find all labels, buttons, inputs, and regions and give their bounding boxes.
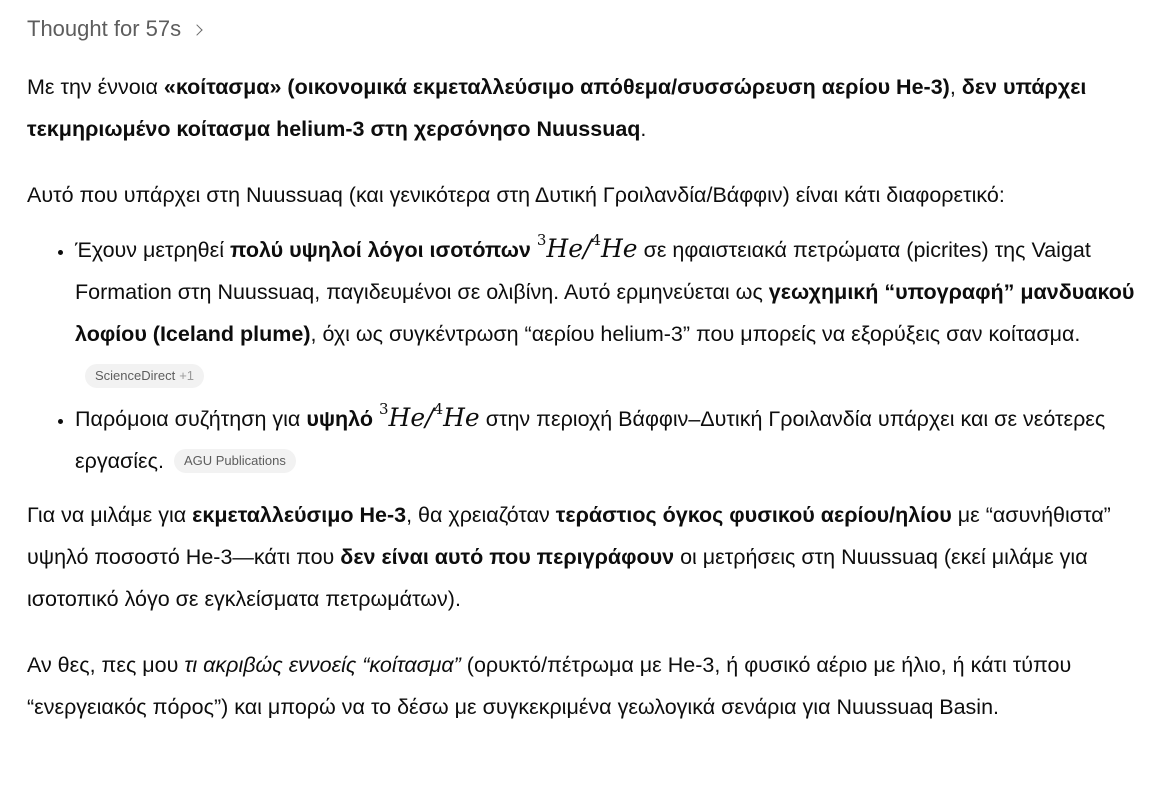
bold-text: τεράστιος όγκος φυσικού αερίου/ηλίου bbox=[555, 503, 952, 527]
superscript: 3 bbox=[379, 400, 389, 418]
text: σε ηφαιστειακά πετρώματα (picrites) της Vaigat Formation στη Nuussuaq, παγιδευμένοι σε ολιβίνη. Αυτό ερμηνεύεται ως bbox=[75, 238, 1091, 304]
text: (ορυκτό/πέτρωμα με He-3, ή φυσικό αέριο με ήλιο, ή κάτι τύπου “ενεργειακός πόρος”) και μπορώ να το δέσω με συγκεκριμένα γεωλογικά σενάρια για Nuussuaq Basin. bbox=[27, 653, 1072, 719]
text: με “ασυνήθιστα” υψηλό ποσοστό He-3—κάτι που bbox=[27, 503, 1111, 569]
chip-label: AGU Publications bbox=[183, 453, 286, 468]
math-text: He bbox=[443, 403, 480, 432]
bullet-list bbox=[27, 228, 1167, 482]
text: Παρόμοια συζήτηση για bbox=[75, 407, 307, 431]
text: . bbox=[640, 117, 647, 141]
math-text: He/ bbox=[546, 234, 592, 263]
paragraph-context: Αυτό που υπάρχει στη Nuussuaq (και γενικότερα στη Δυτική Γροιλανδία/Βάφφιν) είναι κάτι διαφορετικό: bbox=[27, 183, 1005, 207]
chip-more-count: +1 bbox=[179, 368, 195, 383]
bold-text: υψηλό bbox=[306, 407, 374, 431]
paragraph-intro bbox=[27, 66, 1167, 150]
bold-text: γεωχημική “υπογραφή” μανδυακού λοφίου (Iceland plume) bbox=[75, 280, 1135, 346]
bold-text: εκμεταλλεύσιμο He-3 bbox=[192, 503, 407, 527]
source-chip-agu[interactable] bbox=[174, 449, 296, 473]
text: στην περιοχή Βάφφιν–Δυτική Γροιλανδία υπάρχει και σε νεότερες εργασίες. bbox=[75, 407, 1106, 473]
text: Για να μιλάμε για bbox=[27, 503, 193, 527]
text: Αν θες, πες μου bbox=[27, 653, 185, 677]
list-item bbox=[75, 397, 1167, 482]
italic-text: τι ακριβώς εννοείς “κοίτασμα” bbox=[184, 653, 461, 677]
text: , θα χρειαζόταν bbox=[406, 503, 556, 527]
isotope-ratio-math bbox=[379, 400, 480, 432]
text: Με την έννοια bbox=[27, 75, 164, 99]
chevron-right-icon bbox=[191, 24, 202, 35]
bold-text: δεν είναι αυτό που περιγράφουν bbox=[340, 545, 675, 569]
text: οι μετρήσεις στη Nuussuaq (εκεί μιλάμε για ισοτοπικό λόγο σε εγκλείσματα πετρωμάτων). bbox=[27, 545, 1088, 611]
text: , όχι ως συγκέντρωση “αερίου helium-3” που μπορείς να εξορύξεις σαν κοίτασμα. bbox=[310, 322, 1081, 346]
math-text: He/ bbox=[388, 403, 434, 432]
superscript: 3 bbox=[536, 231, 547, 249]
thought-toggle[interactable] bbox=[27, 14, 201, 44]
paragraph-exploitable bbox=[27, 494, 1167, 620]
text: , bbox=[949, 75, 962, 99]
superscript: 4 bbox=[591, 231, 601, 249]
thought-label: Thought for 57s bbox=[27, 16, 182, 41]
bold-text: δεν υπάρχει τεκμηριωμένο κοίτασμα helium-3 στη χερσόνησο Nuussuaq bbox=[27, 75, 1087, 141]
bold-text: πολύ υψηλοί λόγοι ισοτόπων bbox=[229, 238, 531, 262]
paragraph-followup bbox=[27, 644, 1167, 728]
superscript: 4 bbox=[433, 400, 444, 418]
text: Έχουν μετρηθεί bbox=[75, 238, 230, 262]
chip-label: ScienceDirect bbox=[95, 368, 176, 383]
list-item bbox=[75, 228, 1167, 397]
math-text: He bbox=[601, 234, 638, 263]
assistant-message bbox=[27, 66, 1167, 728]
isotope-ratio-math bbox=[536, 231, 638, 263]
bold-text: «κοίτασμα» (οικονομικά εκμεταλλεύσιμο απόθεμα/συσσώρευση αερίου He-3) bbox=[163, 75, 950, 99]
source-chip-sciencedirect[interactable] bbox=[85, 364, 204, 388]
